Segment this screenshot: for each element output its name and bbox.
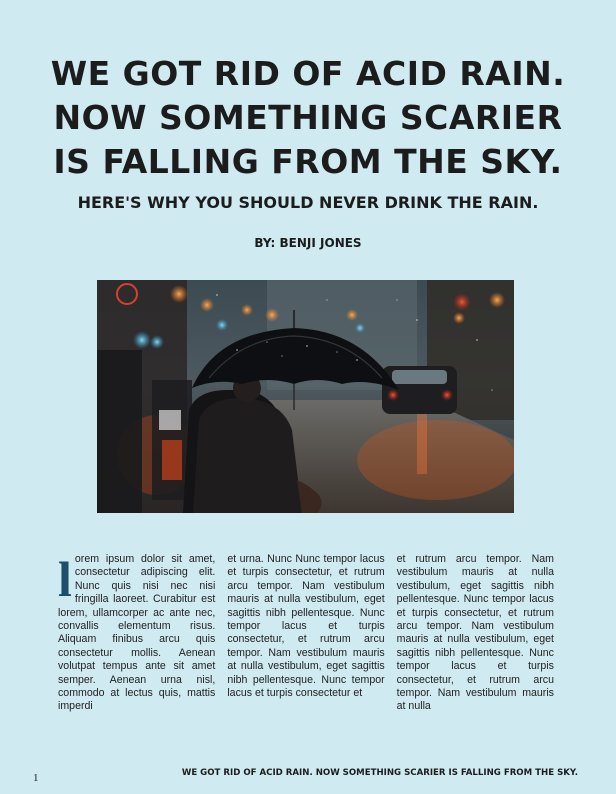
headline-line-2: NOW SOMETHING SCARIER	[53, 98, 563, 137]
body-column-1-text: orem ipsum dolor sit amet, consectetur adipiscing elit. Nunc quis nisi nec nisi fringilla laoreet. Curabitur est lorem, ullamcorper ac ante nec, convallis elementum risus. Aliquam finibus arcu quis consectetur mollis. Aenean volutpat tempus ante sit amet semper. Aenean urna nisl, commodo at lectus quis, mattis imperdi	[58, 553, 216, 713]
subheadline: HERE'S WHY YOU SHOULD NEVER DRINK THE RAIN.	[77, 193, 539, 212]
byline: BY: BENJI JONES	[254, 236, 362, 250]
headline-line-1: WE GOT RID OF ACID RAIN.	[50, 54, 566, 93]
running-footer-title: WE GOT RID OF ACID RAIN. NOW SOMETHING SCARIER IS FALLING FROM THE SKY.	[181, 768, 578, 778]
headline-line-3: IS FALLING FROM THE SKY.	[53, 142, 563, 181]
body-column-3: et rutrum arcu tempor. Nam vestibulum mauris at nulla vestibulum, eget sagittis nibh pellentesque. Nunc tempor lacus et turpis consectetur, et rutrum arcu tempor. Nam vestibulum mauris at nulla vestibulum, eget sagittis nibh pellentesque. Nunc tempor lacus et turpis consectetur, et rutrum arcu tempor. Nam vestibulum mauris at nulla	[396, 553, 554, 713]
page-number: 1	[33, 772, 39, 784]
body-column-1	[58, 553, 215, 714]
drop-cap: l	[58, 551, 72, 607]
body-column-2: et urna. Nunc Nunc tempor lacus et turpis consectetur, et rutrum arcu tempor. Nam vestibulum mauris at nulla vestibulum, eget sagittis nibh pellentesque. Nunc tempor lacus et turpis consectetur, et rutrum arcu tempor. Nam vestibulum mauris at nulla vestibulum, eget sagittis nibh pellentesque. Nunc tempor lacus et turpis consectetur et	[227, 553, 385, 700]
rainy-street-photo	[97, 280, 514, 513]
headline	[30, 52, 586, 184]
article-body	[58, 553, 554, 714]
